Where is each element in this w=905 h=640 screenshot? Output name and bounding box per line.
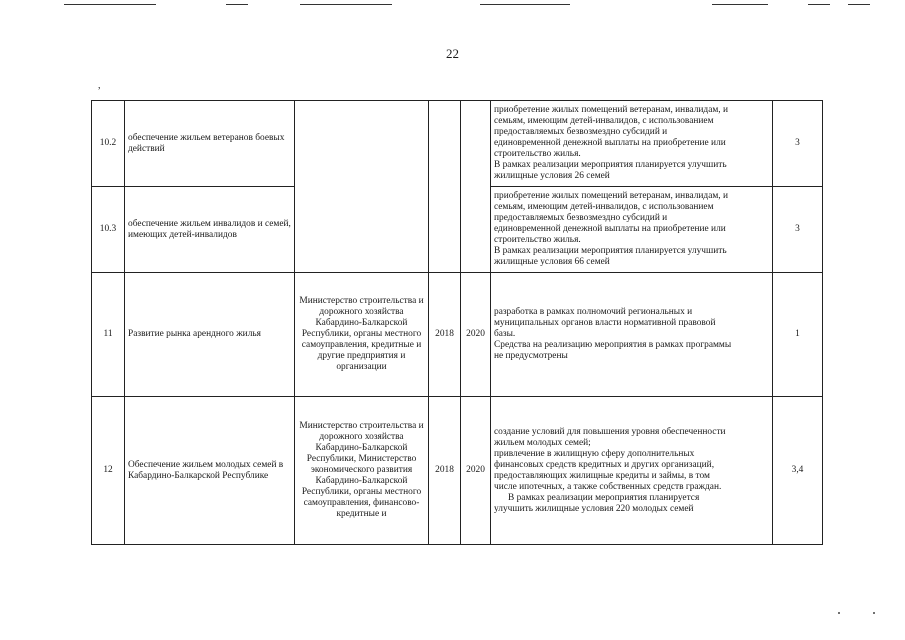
result-line: единовременной денежной выплаты на приобретение или — [494, 138, 726, 148]
result-line: разработка в рамках полномочий региональных и — [494, 307, 693, 317]
page-number: 22 — [446, 46, 459, 61]
result-line: предоставляемых безвозмездно субсидий и — [494, 127, 668, 137]
executor-cell: Министерство строительства и дорожного хозяйства Кабардино-Балкарской Республики, органы местного самоуправления, кредитные и другие предприятия и организации — [295, 273, 429, 397]
expected-result — [491, 273, 773, 397]
result-line: числе ипотечных, а также собственных средств граждан. — [494, 481, 722, 492]
year-from: 2018 — [429, 397, 461, 545]
result-line: улучшить жилищные условия 220 молодых семей — [494, 503, 694, 514]
table-row — [92, 101, 823, 187]
result-line: строительство жилья. — [494, 235, 581, 245]
executor-cell: Министерство строительства и дорожного хозяйства Кабардино-Балкарской Республики, Министерство экономического развития Кабардино-Балкарской Республики, органы местного самоуправления, финансово-кредитные и — [295, 397, 429, 545]
measures-table — [91, 100, 823, 545]
result-line: В рамках реализации мероприятия планируется улучшить — [494, 160, 727, 170]
result-line: жилищные условия 66 семей — [494, 257, 610, 267]
top-rule — [300, 4, 392, 5]
result-line: привлечение в жилищную сферу дополнительных — [494, 448, 695, 459]
result-line: строительство жилья. — [494, 149, 581, 159]
result-line: муниципальных органов власти нормативной правовой — [494, 318, 716, 328]
top-rule — [480, 4, 570, 5]
year-to: 2020 — [461, 273, 491, 397]
top-rule — [808, 4, 830, 5]
indicator-ref: 3 — [773, 187, 823, 273]
scan-mark: , — [98, 80, 101, 91]
result-line: жилищные условия 26 семей — [494, 171, 610, 181]
year-to: 2020 — [461, 397, 491, 545]
top-rule — [712, 4, 768, 5]
result-line: В рамках реализации мероприятия планируется — [508, 492, 700, 503]
row-number: 10.3 — [92, 187, 125, 273]
indicator-ref: 3 — [773, 101, 823, 187]
top-rule — [848, 4, 870, 5]
result-line: приобретение жилых помещений ветеранам, инвалидам, и — [494, 105, 729, 115]
executor-cell — [295, 101, 429, 273]
scan-speck — [838, 612, 840, 614]
result-line: базы. — [494, 329, 516, 339]
top-rule — [226, 4, 248, 5]
measure-name: Развитие рынка арендного жилья — [125, 273, 295, 397]
measure-name: обеспечение жильем инвалидов и семей, имеющих детей-инвалидов — [125, 187, 295, 273]
expected-result — [491, 187, 773, 273]
expected-result — [491, 397, 773, 545]
result-line: не предусмотрены — [494, 351, 568, 361]
year-from — [429, 101, 461, 273]
indicator-ref: 1 — [773, 273, 823, 397]
table-row — [92, 273, 823, 397]
result-line: приобретение жилых помещений ветеранам, инвалидам, и — [494, 191, 729, 201]
result-line: единовременной денежной выплаты на приобретение или — [494, 224, 726, 234]
result-line: В рамках реализации мероприятия планируется улучшить — [494, 246, 727, 256]
result-line: финансовых средств кредитных и других организаций, — [494, 459, 715, 470]
measure-name: Обеспечение жильем молодых семей в Кабардино-Балкарской Республике — [125, 397, 295, 545]
result-line: предоставляемых безвозмездно субсидий и — [494, 213, 668, 223]
top-rule — [64, 4, 156, 5]
row-number: 10.2 — [92, 101, 125, 187]
expected-result — [491, 101, 773, 187]
year-from: 2018 — [429, 273, 461, 397]
row-number: 12 — [92, 397, 125, 545]
year-to — [461, 101, 491, 273]
table-row — [92, 397, 823, 545]
indicator-ref: 3,4 — [773, 397, 823, 545]
row-number: 11 — [92, 273, 125, 397]
result-line: жильем молодых семей; — [494, 437, 591, 448]
result-line: Средства на реализацию мероприятия в рамках программы — [494, 340, 732, 350]
result-line: создание условий для повышения уровня обеспеченности — [494, 426, 726, 437]
scan-speck — [873, 612, 875, 614]
result-line: предоставляющих жилищные кредиты и займы, в том — [494, 470, 710, 481]
result-line: семьям, имеющим детей-инвалидов, с использованием — [494, 116, 714, 126]
measure-name: обеспечение жильем ветеранов боевых действий — [125, 101, 295, 187]
result-line: семьям, имеющим детей-инвалидов, с использованием — [494, 202, 714, 212]
